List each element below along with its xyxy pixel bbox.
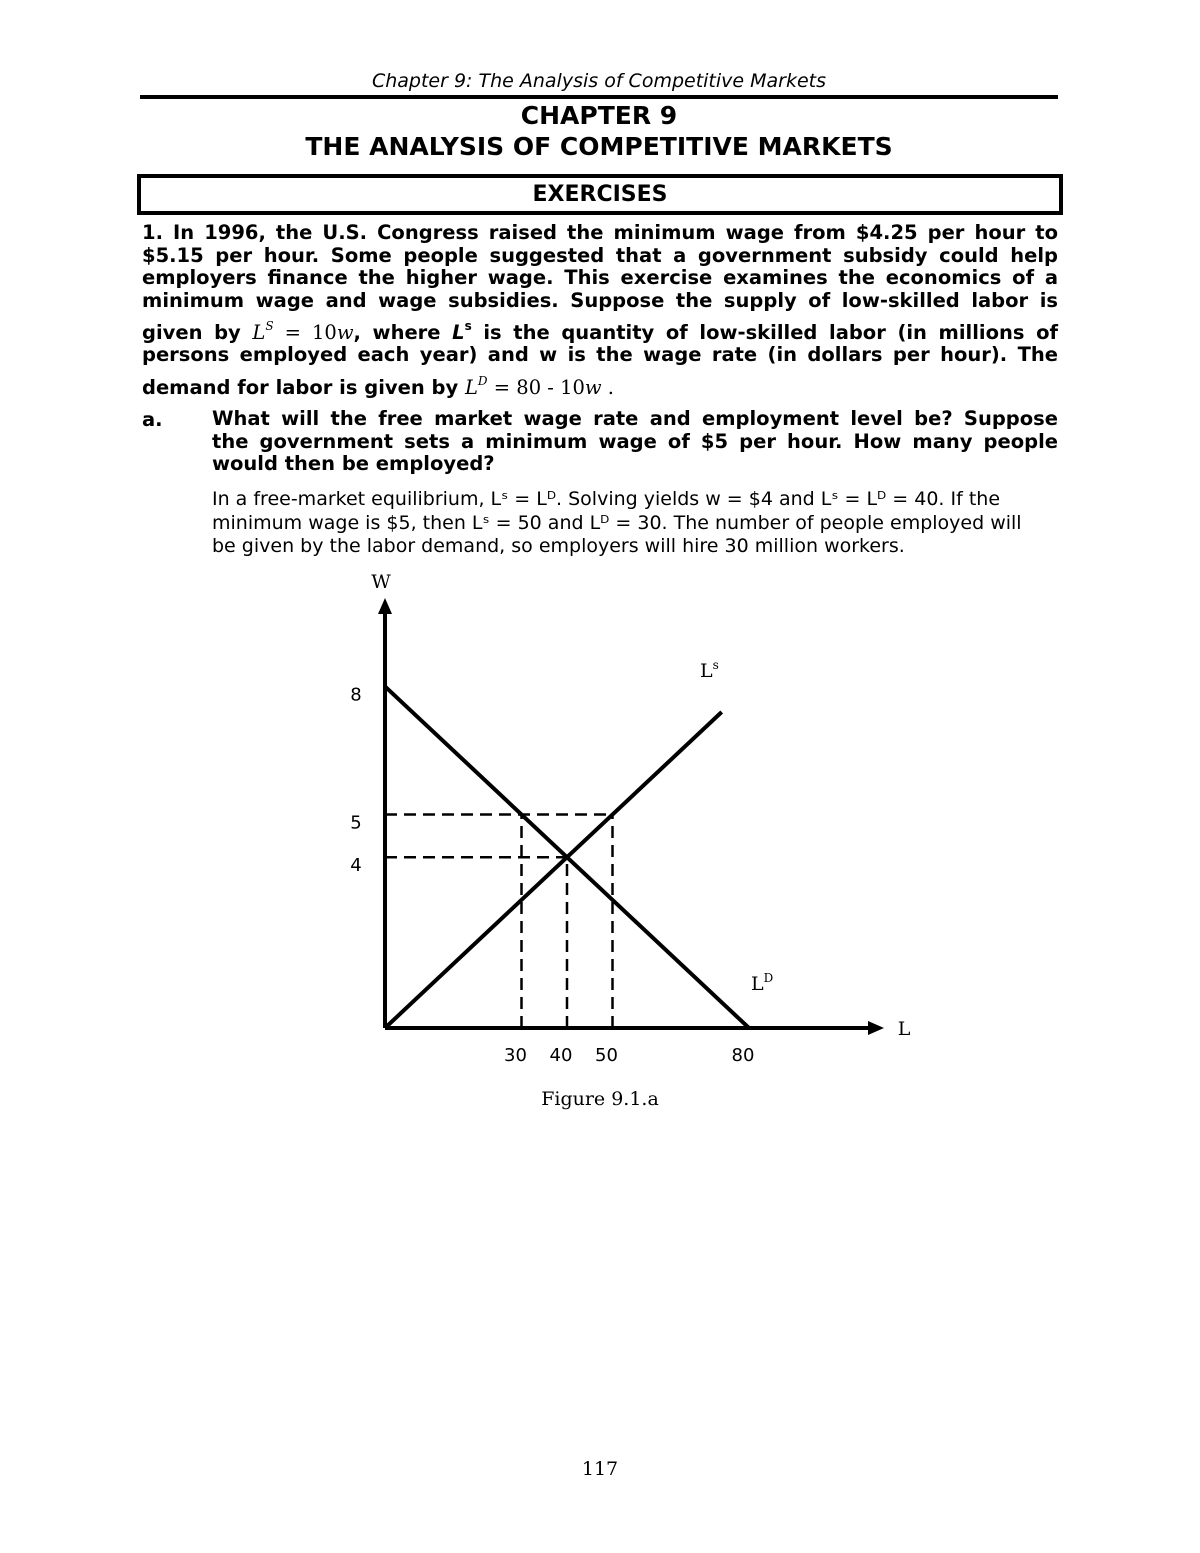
question-line: What will the free market wage rate and employment level be? Suppose [212, 407, 1058, 430]
running-header: Chapter 9: The Analysis of Competitive Markets [371, 70, 827, 92]
problem-line: minimum wage and wage subsidies. Suppose the supply of low-skilled labor is [142, 288, 1058, 312]
chapter-title: THE ANALYSIS OF COMPETITIVE MARKETS [305, 132, 893, 161]
demand-curve-label: $L^D$ [751, 971, 774, 995]
axes [378, 598, 884, 1035]
problem-line: $5.15 per hour. Some people suggested that a government subsidy could help [142, 243, 1058, 267]
answer-line: In a free-market equilibrium, Lˢ = Lᴰ. Solving yields w = $4 and Lˢ = Lᴰ = 40. If the [212, 488, 1001, 510]
problem-line: persons employed each year) and w is the wage rate (in dollars per hour). The [142, 343, 1058, 367]
part-a-label: a. [142, 408, 163, 431]
problem-line-demand: demand for labor is given by $L^D = 80 - 10w$ . [142, 373, 615, 399]
chapter-number: CHAPTER 9 [520, 101, 678, 130]
x-axis-label: L [897, 1018, 911, 1040]
x-tick-label: 80 [731, 1045, 755, 1066]
y-axis-arrow-icon [378, 598, 392, 614]
question-line: the government sets a minimum wage of $5 per hour. How many people [212, 429, 1058, 453]
answer-line: minimum wage is $5, then Lˢ = 50 and Lᴰ = 30. The number of people employed will [212, 511, 1022, 534]
page-number: 117 [581, 1458, 619, 1480]
curves [385, 686, 749, 1028]
supply-equation-L: L [252, 321, 266, 345]
demand-equation-L: L [464, 375, 478, 399]
supply-curve-label: $L^s$ [700, 658, 719, 682]
answer-line: be given by the labor demand, so employers will hire 30 million workers. [212, 535, 905, 557]
y-tick-label: 5 [350, 812, 362, 834]
question-line: would then be employed? [212, 452, 495, 476]
section-heading: EXERCISES [532, 182, 668, 207]
y-tick-label: 4 [350, 855, 362, 877]
figure-caption: Figure 9.1.a [541, 1088, 659, 1110]
x-tick-label: 30 [504, 1045, 527, 1066]
y-axis-label: W [371, 571, 391, 593]
x-tick-label: 50 [595, 1045, 618, 1066]
problem-line-supply: given by $L^S = 10w$, where $L^s$ is the quantity of low-skilled labor (in millions of [142, 319, 1058, 345]
problem-line: employers finance the higher wage. This exercise examines the economics of a [142, 266, 1058, 290]
supply-curve [385, 712, 722, 1028]
x-tick-label: 40 [549, 1045, 573, 1066]
tick-labels [350, 684, 754, 1066]
x-axis-arrow-icon [868, 1021, 884, 1035]
problem-line: 1. In 1996, the U.S. Congress raised the minimum wage from $4.25 per hour to [142, 221, 1058, 244]
y-tick-label: 8 [350, 684, 362, 706]
